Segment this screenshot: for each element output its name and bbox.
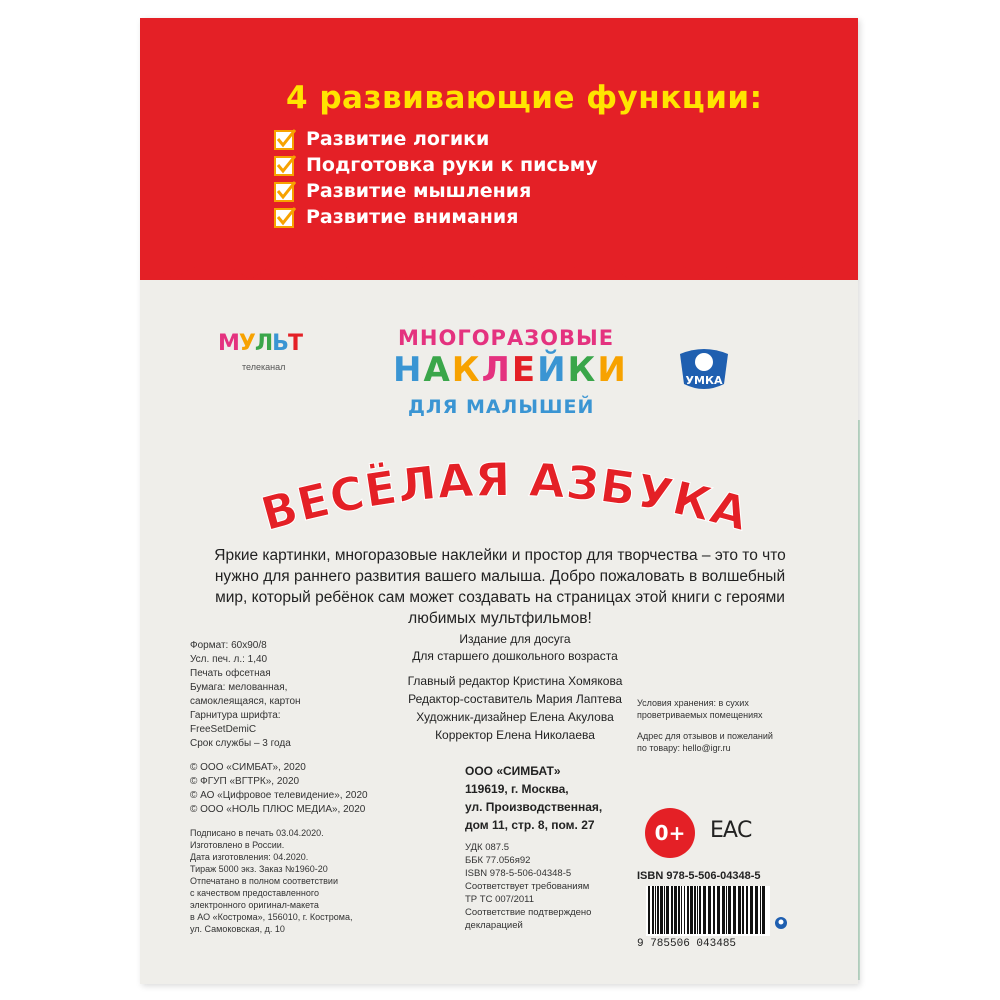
publisher-line: ООО «СИМБАТ» [465, 764, 561, 778]
print-info-line: Подписано в печать 03.04.2020. [190, 828, 324, 838]
book-title-text: ВЕСЁЛАЯ АЗБУКА [255, 452, 755, 542]
logo-letter: А [423, 350, 452, 390]
checkbox-check-icon [274, 128, 296, 150]
print-info-line: в АО «Кострома», 156010, г. Кострома, [190, 912, 353, 922]
publisher-line: дом 11, стр. 8, пом. 27 [465, 818, 595, 832]
logo-letter: М [218, 331, 239, 356]
publisher-line: ул. Производственная, [465, 800, 603, 814]
barcode-bar [671, 886, 673, 934]
function-label: Развитие внимания [306, 206, 519, 228]
logo-letter: Ь [272, 331, 288, 356]
barcode-bar [703, 886, 706, 934]
spec-line: Усл. печ. л.: 1,40 [190, 654, 268, 665]
print-info-line: Дата изготовления: 04.2020. [190, 852, 309, 862]
barcode-bar [694, 886, 696, 934]
storage-line: проветриваемых помещениях [637, 710, 763, 720]
umka-small-logo-icon [774, 916, 788, 930]
classification-line: ISBN 978-5-506-04348-5 [465, 868, 572, 879]
storage-line: Условия хранения: в сухих [637, 698, 749, 708]
scalloped-edge [140, 248, 858, 318]
barcode-bar [738, 886, 741, 934]
checkbox-check-icon [274, 206, 296, 228]
credit-line: Корректор Елена Николаева [435, 728, 595, 742]
function-label: Подготовка руки к письму [306, 154, 598, 176]
print-info-line: ул. Самоковская, д. 10 [190, 924, 285, 934]
logo-letter: К [567, 350, 598, 390]
copyright-line: © ФГУП «ВГТРК», 2020 [190, 776, 300, 787]
spec-line: Бумага: мелованная, [190, 682, 288, 693]
credit-line: Редактор-составитель Мария Лаптева [408, 692, 622, 706]
functions-title: 4 развивающие функции: [286, 80, 763, 116]
spec-line: Срок службы – 3 года [190, 738, 291, 749]
svg-text:ВЕСЁЛАЯ АЗБУКА [255, 452, 754, 541]
barcode-bar [713, 886, 715, 934]
barcode-bar [717, 886, 720, 934]
classification-line: УДК 087.5 [465, 842, 509, 853]
spec-line: Гарнитура шрифта: [190, 710, 281, 721]
classification-line: ТР ТС 007/2011 [465, 894, 535, 905]
series-line-1: МНОГОРАЗОВЫЕ [398, 326, 615, 350]
logo-letter: Т [287, 331, 302, 356]
logo-letter: И [597, 350, 628, 390]
barcode-bar [708, 886, 711, 934]
barcode-bar [755, 886, 758, 934]
logo-letter: Й [537, 350, 568, 390]
barcode-bar [760, 886, 761, 934]
classification-line: Соответствие подтверждено [465, 907, 592, 918]
checkbox-check-icon [274, 154, 296, 176]
age-rating-badge: 0+ [645, 808, 695, 858]
spec-line: Формат: 60x90/8 [190, 640, 267, 651]
barcode-bar [733, 886, 736, 934]
logo-letter: К [451, 350, 482, 390]
barcode-bar [664, 886, 665, 934]
function-label: Развитие мышления [306, 180, 532, 202]
barcode-bar [648, 886, 650, 934]
feedback-line: Адрес для отзывов и пожеланий [637, 731, 773, 741]
mult-logo [218, 331, 302, 356]
function-label: Развитие логики [306, 128, 490, 150]
function-item [274, 178, 531, 204]
barcode-bar [697, 886, 698, 934]
series-line-2 [393, 350, 628, 390]
checkbox-check-icon [274, 180, 296, 202]
print-info-line: электронного оригинал-макета [190, 900, 319, 910]
function-item [274, 126, 489, 152]
logo-letter: Л [254, 331, 273, 356]
copyright-line: © АО «Цифровое телевидение», 2020 [190, 790, 368, 801]
barcode-bar [681, 886, 682, 934]
logo-letter: Н [393, 350, 424, 390]
book-back-cover [140, 18, 858, 984]
book-title [250, 448, 760, 543]
eac-mark: ЕАС [710, 818, 752, 843]
print-info-line: Изготовлено в России. [190, 840, 285, 850]
credit-line: Художник-дизайнер Елена Акулова [416, 710, 614, 724]
mult-logo-subtitle: телеканал [242, 362, 286, 372]
logo-letter: У [238, 331, 255, 356]
barcode-bar [660, 886, 663, 934]
barcode-bar [728, 886, 731, 934]
classification-line: декларацией [465, 920, 523, 931]
logo-letter: Е [511, 350, 538, 390]
print-info-line: Тираж 5000 экз. Заказ №1960-20 [190, 864, 328, 874]
credit-line: Главный редактор Кристина Хомякова [407, 674, 623, 688]
print-info-line: Отпечатано в полном соответствии [190, 876, 338, 886]
copyright-line: © ООО «СИМБАТ», 2020 [190, 762, 306, 773]
barcode-bar [742, 886, 744, 934]
barcode-bar [674, 886, 677, 934]
barcode-bar [699, 886, 701, 934]
umka-logo-text: УМКА [685, 374, 723, 387]
red-header-band [140, 18, 858, 280]
isbn-label: ISBN 978-5-506-04348-5 [637, 870, 761, 882]
print-info-line: с качеством предоставленного [190, 888, 319, 898]
classification-line: Соответствует требованиям [465, 881, 590, 892]
feedback-line: по товару: hello@igr.ru [637, 743, 731, 753]
book-description: Яркие картинки, многоразовые наклейки и простор для творчества – это то что нужно для раннего развития вашего малыша. Добро пожаловать в волшебный мир, который ребёнок сам может создавать на страницах этой книги с героями любимых мультфильмов! [214, 547, 786, 627]
barcode-bar [746, 886, 748, 934]
barcode [646, 886, 770, 936]
barcode-bar [722, 886, 725, 934]
barcode-bar [690, 886, 693, 934]
barcode-bar [655, 886, 656, 934]
classification-line: ББК 77.056я92 [465, 855, 531, 866]
age-audience: Для старшего дошкольного возраста [412, 649, 618, 663]
barcode-bar [652, 886, 654, 934]
logo-letter: Л [481, 350, 512, 390]
barcode-bar [687, 886, 689, 934]
function-item [274, 152, 598, 178]
barcode-bar [666, 886, 669, 934]
spec-line: Печать офсетная [190, 668, 271, 679]
barcode-bar [726, 886, 727, 934]
barcode-bar [750, 886, 753, 934]
publisher-line: 119619, г. Москва, [465, 782, 569, 796]
barcode-bar [762, 886, 765, 934]
barcode-bar [678, 886, 680, 934]
edition-type: Издание для досуга [459, 632, 571, 646]
function-item [274, 204, 518, 230]
umka-logo [674, 344, 734, 394]
spec-line: самоклеящаяся, картон [190, 696, 301, 707]
series-line-3: ДЛЯ МАЛЫШЕЙ [408, 396, 595, 418]
barcode-bar [657, 886, 659, 934]
copyright-line: © ООО «НОЛЬ ПЛЮС МЕДИА», 2020 [190, 804, 366, 815]
barcode-digits: 9 785506 043485 [637, 938, 737, 950]
barcode-bar [684, 886, 685, 934]
spec-line: FreeSetDemiC [190, 724, 257, 735]
